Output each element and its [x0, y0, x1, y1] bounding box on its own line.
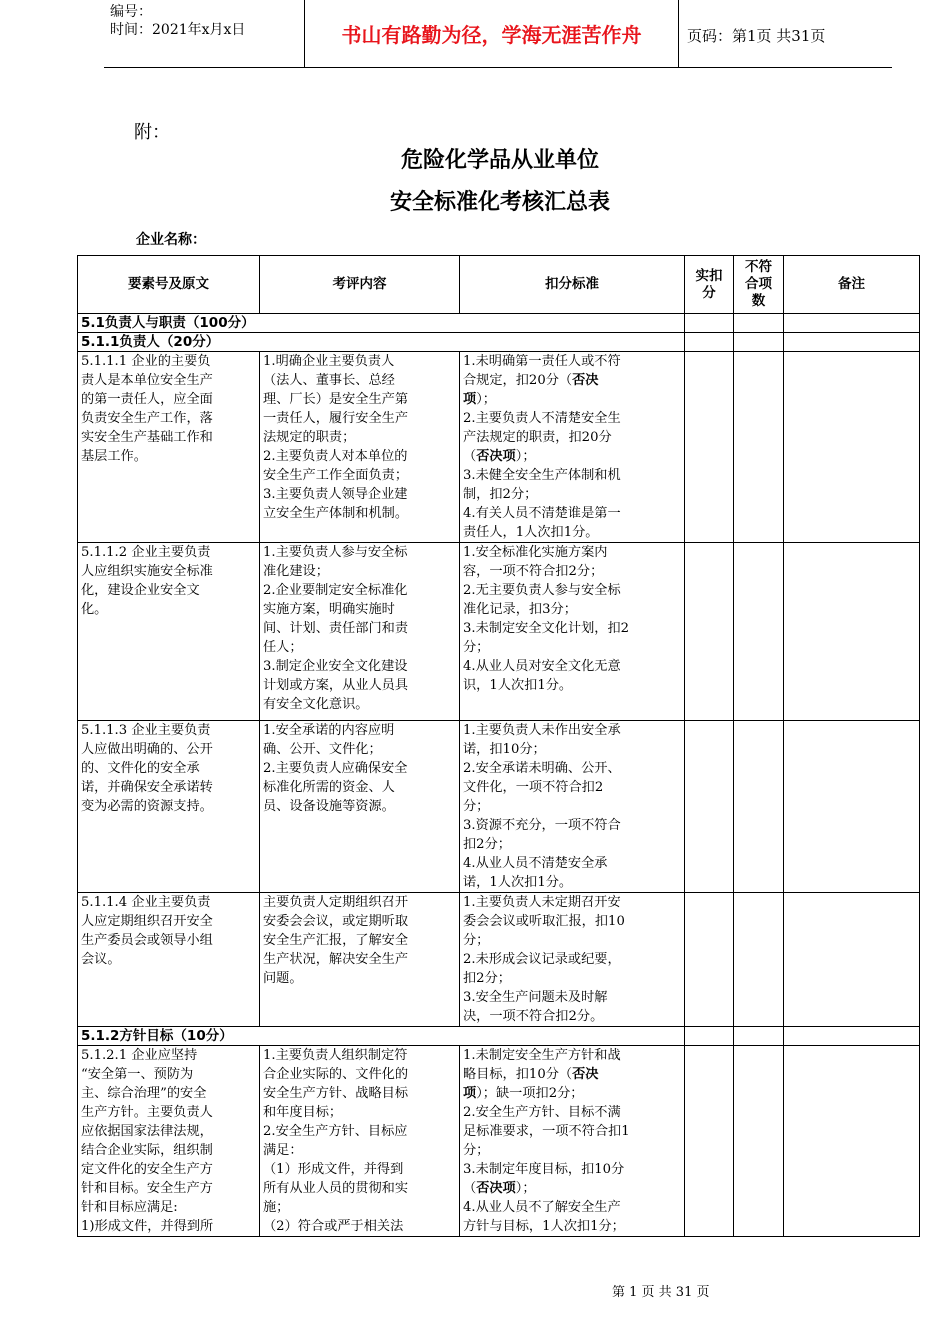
header-element: 要素号及原文	[78, 256, 260, 314]
page-footer: 第 1 页 共 31 页	[612, 1285, 710, 1300]
row1-element: 5.1.1.1 企业的主要负 责人是本单位安全生产 的第一责任人，应全面 负责安全生产工作，落 实安全生产基础工作和 基层工作。	[78, 352, 260, 543]
row4-content: 主要负责人定期组织召开 安委会会议，或定期听取 安全生产汇报，了解安全 生产状况，解决安全生产 问题。	[260, 893, 460, 1027]
header-remarks: 备注	[784, 256, 920, 314]
row5-element: 5.1.2.1 企业应坚持 “安全第一、预防为 主、综合治理”的安全 生产方针。主要负责人 应依据国家法律法规， 结合企业实际，组织制 定文件化的安全生产方 针和目标。安全生产方 针和目标应满足: 1)形成文件，并得到所	[78, 1046, 260, 1237]
table-row	[78, 543, 920, 721]
header-page-info: 页码：第1页 共31页	[687, 27, 826, 45]
time-label: 时间：2021年x月x日	[110, 22, 246, 38]
row3-standard: 1.主要负责人未作出安全承 诺，扣10分； 2.安全承诺未明确、公开、 文件化，一项不符合扣2 分； 3.资源不充分，一项不符合 扣2分； 4.从业人员不清楚安全承 诺，1人次扣1分。	[460, 721, 685, 893]
subsection-title: 5.1.2方针目标（10分）	[78, 1027, 685, 1046]
row2-element: 5.1.1.2 企业主要负责 人应组织实施安全标准 化，建设企业安全文 化。	[78, 543, 260, 721]
section-title: 5.1负责人与职责（100分）	[78, 314, 685, 333]
header-meta	[110, 3, 245, 39]
table-row	[78, 893, 920, 1027]
page-title-line2: 安全标准化考核汇总表	[389, 190, 610, 215]
header-actual-deduction: 实扣分	[685, 256, 734, 314]
subsection-row	[78, 1027, 920, 1046]
row5-standard: 1.未制定安全生产方针和战 略目标，扣10分（否决 项）；缺一项扣2分； 2.安全生产方针、目标不满 足标准要求，一项不符合扣1 分； 3.未制定年度目标，扣10分 （否决项）； 4.从业人员不了解安全生产 方针与目标，1人次扣1分；	[460, 1046, 685, 1237]
section-row	[78, 314, 920, 333]
table-row	[78, 721, 920, 893]
row1-content: 1.明确企业主要负责人 （法人、董事长、总经 理、厂长）是安全生产第 一责任人，履行安全生产 法规定的职责； 2.主要负责人对本单位的 安全生产工作全面负责； 3.主要负责人领导企业建 立安全生产体制和机制。	[260, 352, 460, 543]
number-label: 编号：	[110, 4, 152, 20]
company-name-label: 企业名称：	[136, 232, 206, 248]
header-motto: 书山有路勤为径，学海无涯苦作舟	[304, 0, 679, 67]
row2-standard: 1.安全标准化实施方案内 容，一项不符合扣2分； 2.无主要负责人参与安全标 准化记录，扣3分； 3.未制定安全文化计划，扣2 分； 4.从业人员对安全文化无意 识，1人次扣1分。	[460, 543, 685, 721]
row4-standard: 1.主要负责人未定期召开安 委会会议或听取汇报，扣10 分； 2.未形成会议记录或纪要， 扣2分； 3.安全生产问题未及时解 决，一项不符合扣2分。	[460, 893, 685, 1027]
row3-element: 5.1.1.3 企业主要负责 人应做出明确的、公开 的、文件化的安全承 诺，并确保安全承诺转 变为必需的资源支持。	[78, 721, 260, 893]
row3-content: 1.安全承诺的内容应明 确、公开、文件化； 2.主要负责人应确保安全 标准化所需的资金、人 员、设备设施等资源。	[260, 721, 460, 893]
page-header	[104, 0, 892, 68]
header-content: 考评内容	[260, 256, 460, 314]
row5-content: 1.主要负责人组织制定符 合企业实际的、文件化的 安全生产方针、战略目标 和年度目标； 2.安全生产方针、目标应 满足： （1）形成文件，并得到 所有从业人员的贯彻和实 施； （2）符合或严于相关法	[260, 1046, 460, 1237]
appendix-prefix: 附：	[134, 122, 170, 143]
subsection-title: 5.1.1负责人（20分）	[78, 333, 685, 352]
header-noncompliant-count: 不符合项数	[734, 256, 784, 314]
table-header-row	[78, 256, 920, 314]
subsection-row	[78, 333, 920, 352]
header-standard: 扣分标准	[460, 256, 685, 314]
row2-content: 1.主要负责人参与安全标 准化建设； 2.企业要制定安全标准化 实施方案，明确实施时 间、计划、责任部门和责 任人； 3.制定企业安全文化建设 计划或方案，从业人员具 有安全文化意识。	[260, 543, 460, 721]
row4-element: 5.1.1.4 企业主要负责 人应定期组织召开安全 生产委员会或领导小组 会议。	[78, 893, 260, 1027]
table-row	[78, 1046, 920, 1237]
table-row	[78, 352, 920, 543]
assessment-table	[77, 255, 920, 1237]
row1-standard: 1.未明确第一责任人或不符 合规定，扣20分（否决 项）； 2.主要负责人不清楚安全生 产法规定的职责，扣20分 （否决项）； 3.未健全安全生产体制和机 制，扣2分； 4.有关人员不清楚谁是第一 责任人，1人次扣1分。	[460, 352, 685, 543]
page-title-line1: 危险化学品从业单位	[400, 148, 599, 173]
